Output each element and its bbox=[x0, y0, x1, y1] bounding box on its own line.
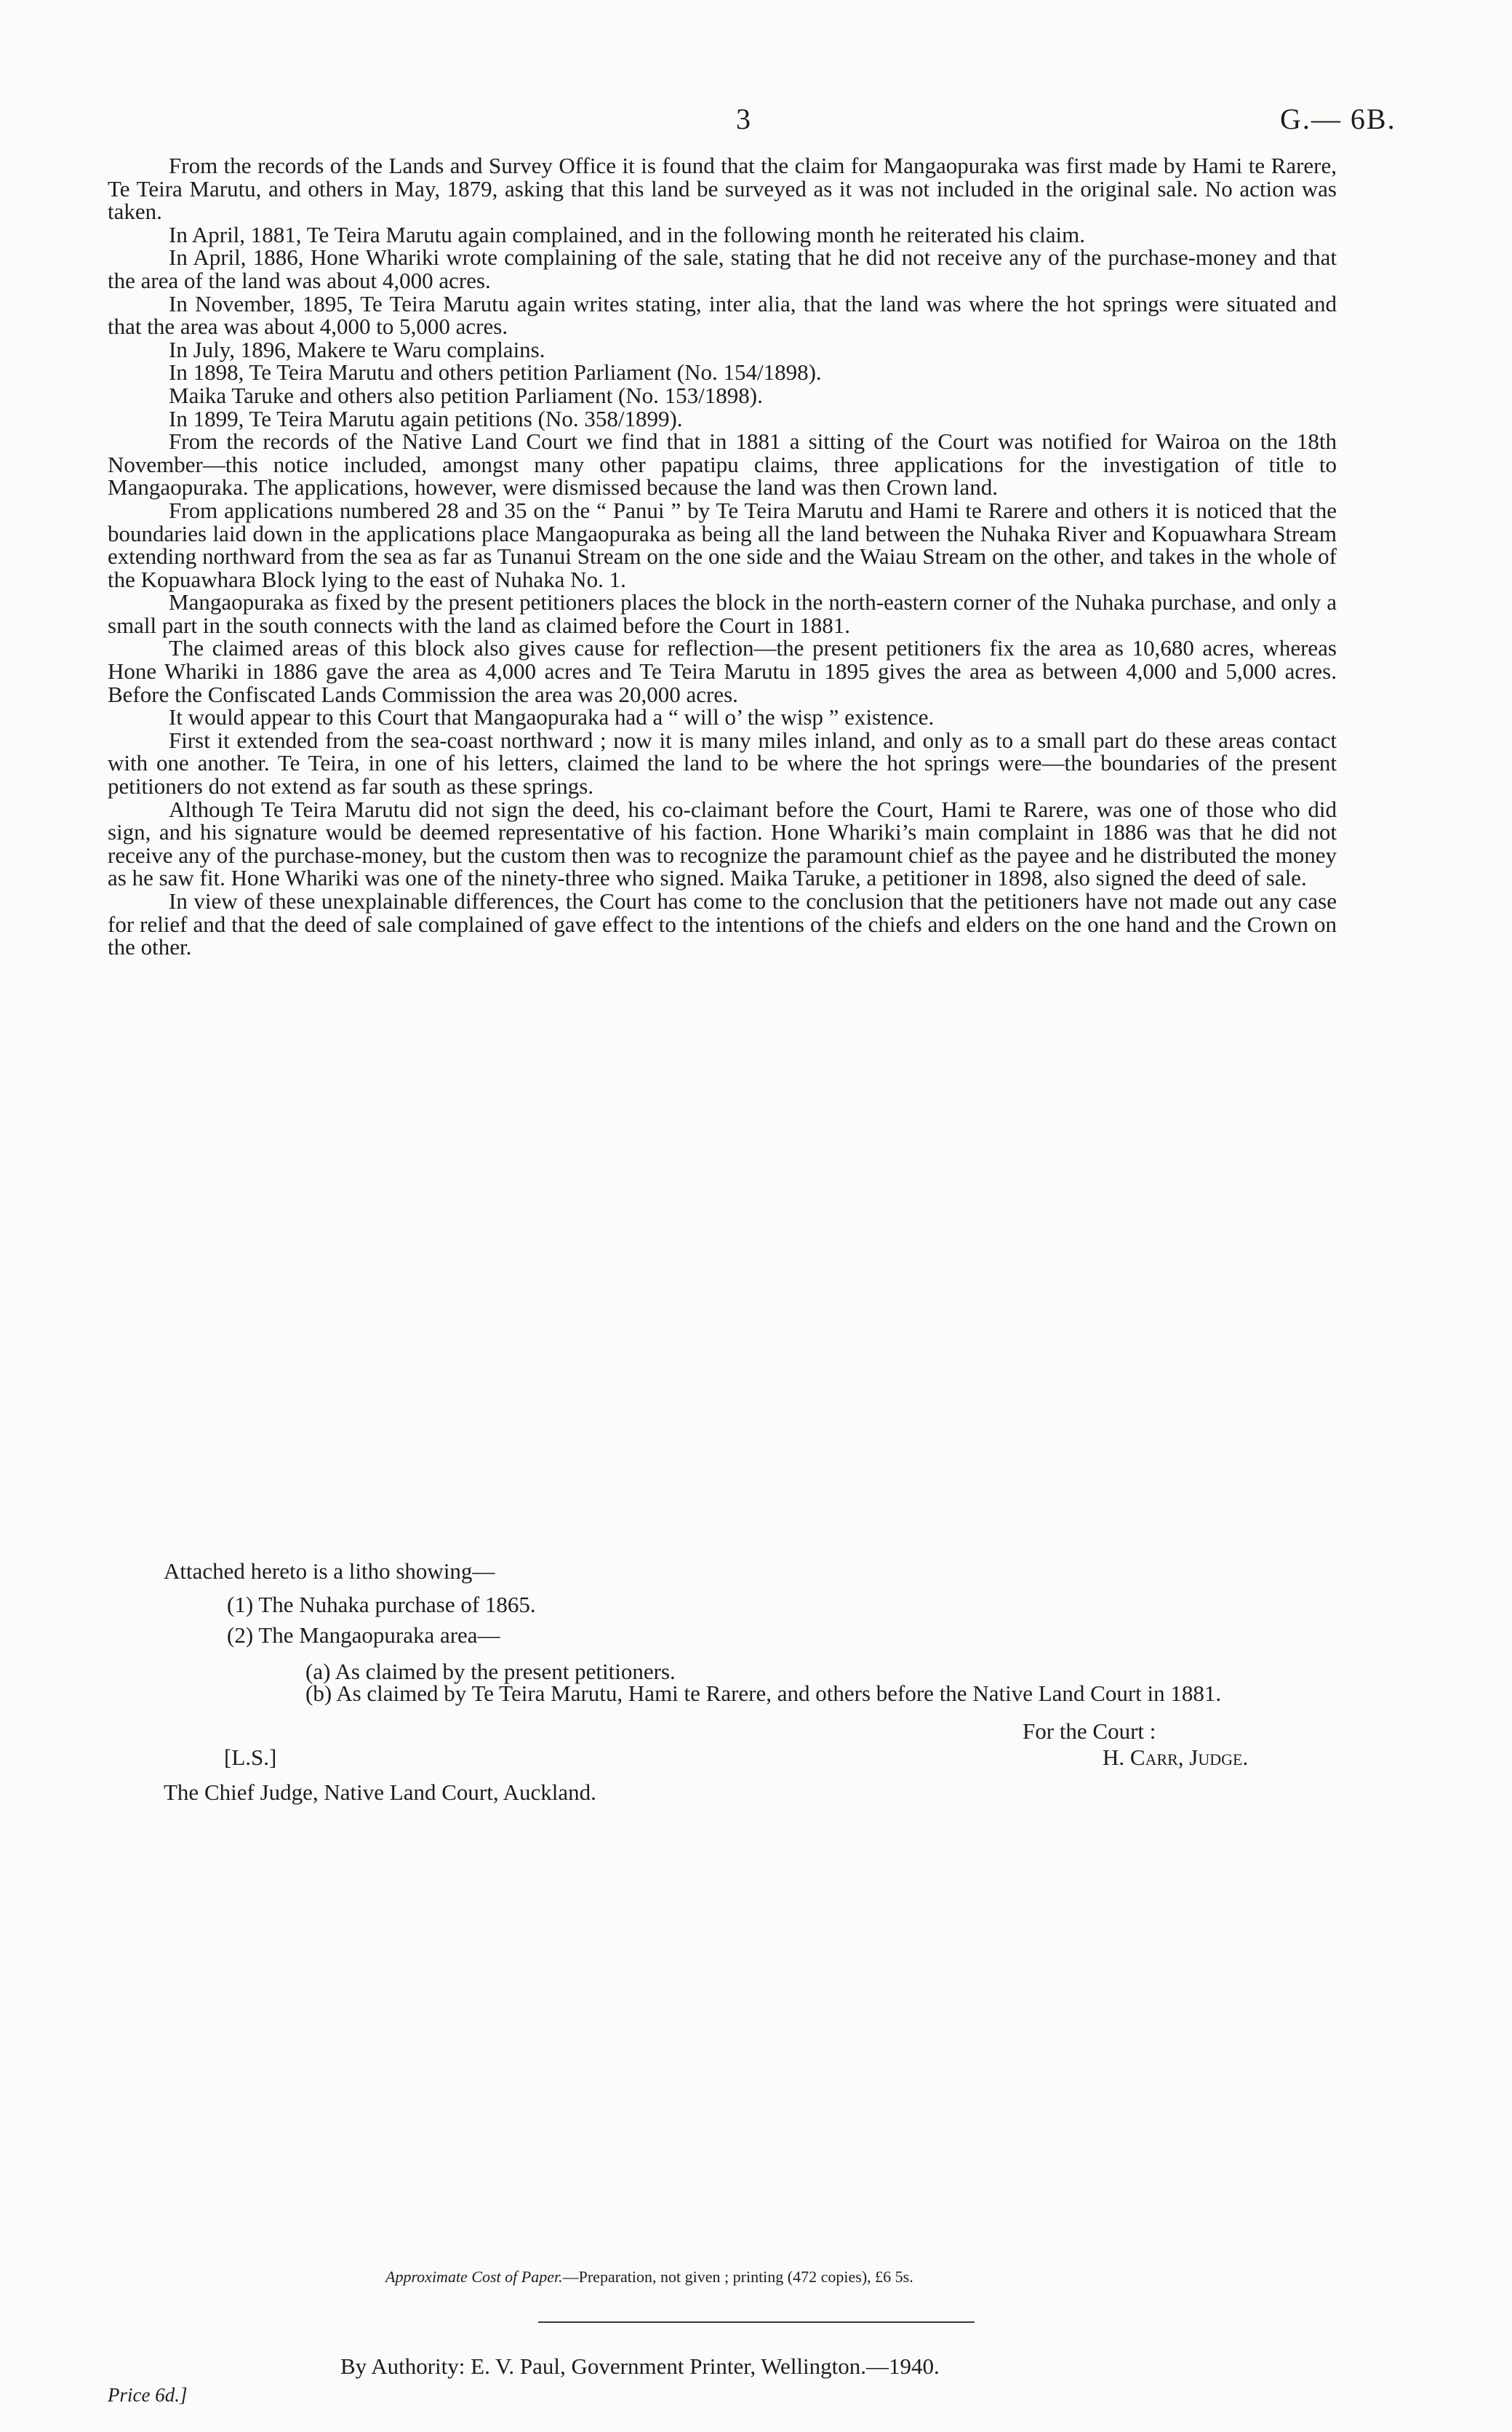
attachment-sub-b bbox=[305, 1682, 1299, 1705]
attachment-item-2: (2) The Mangaopuraka area— bbox=[227, 1622, 500, 1648]
attachment-sub-a: (a) As claimed by the present petitioners. bbox=[305, 1659, 676, 1684]
sub-b-label: (b) bbox=[305, 1681, 332, 1706]
paragraph: In July, 1896, Makere te Waru complains. bbox=[169, 336, 545, 362]
paragraph: Mangaopuraka as fixed by the present petitioners places the block in the north-eastern corner of the Nuhaka purchase, and only a small part in the south connects with the land as claimed before the Court in 1881. bbox=[108, 589, 1337, 638]
judge-signature: H. Carr, Judge. bbox=[1103, 1745, 1249, 1770]
paragraph: Maika Taruke and others also petition Parliament (No. 153/1898). bbox=[169, 382, 763, 408]
cost-of-paper bbox=[385, 2268, 913, 2287]
paragraph: In November, 1895, Te Teira Marutu again writes stating, inter alia, that the land was where the hot springs were situated and that the area was about 4,000 to 5,000 acres. bbox=[108, 290, 1337, 340]
paragraph: In April, 1881, Te Teira Marutu again complained, and in the following month he reiterated his claim. bbox=[169, 221, 1086, 247]
document-code: G.— 6B. bbox=[1280, 103, 1396, 135]
report-body bbox=[108, 154, 1337, 959]
paragraph: In 1898, Te Teira Marutu and others petition Parliament (No. 154/1898). bbox=[169, 359, 822, 386]
cost-detail: —Preparation, not given ; printing (472 copies), £6 5s. bbox=[562, 2268, 913, 2286]
page-number: 3 bbox=[736, 103, 751, 135]
paragraph: In 1899, Te Teira Marutu again petitions (No. 358/1899). bbox=[169, 405, 683, 431]
paragraph: It would appear to this Court that Mangaopuraka had a “ will o’ the wisp ” existence. bbox=[169, 704, 935, 730]
paragraph: From applications numbered 28 and 35 on the “ Panui ” by Te Teira Marutu and Hami te Rarere and others it is noticed that the boundaries laid down in the applications place Mangaopuraka as being all the land between the Nuhaka River and Kopuawhara Stream extending northward from the sea as far as Tunanui Stream on the one side and the Waiau Stream on the other, and takes in the whole of the Kopuawhara Block lying to the east of Nuhaka No. 1. bbox=[108, 497, 1337, 592]
footer-divider bbox=[538, 2321, 975, 2323]
paragraph: In April, 1886, Hone Whariki wrote complaining of the sale, stating that he did not receive any of the purchase-money and that the area of the land was about 4,000 acres. bbox=[108, 244, 1337, 293]
sub-b-text: As claimed by Te Teira Marutu, Hami te Rarere, and others before the Native Land Court in 1881. bbox=[336, 1681, 1222, 1706]
attachment-item-1: (1) The Nuhaka purchase of 1865. bbox=[227, 1592, 536, 1617]
for-the-court: For the Court : bbox=[1023, 1718, 1156, 1744]
paragraph: The claimed areas of this block also gives cause for reflection—the present petitioners fix the area as 10,680 acres, whereas Hone Whariki in 1886 gave the area as 4,000 acres and Te Teira Marutu in 1895 gives the area as between 4,000 and 5,000 acres. Before the Confiscated Lands Commission the area was 20,000 acres. bbox=[108, 635, 1337, 707]
paragraph: From the records of the Lands and Survey Office it is found that the claim for Mangaopuraka was first made by Hami te Rarere, Te Teira Marutu, and others in May, 1879, asking that this land be surveyed as it was not included in the original sale. No action was taken. bbox=[108, 153, 1337, 225]
paragraph: First it extended from the sea-coast northward ; now it is many miles inland, and only as to a small part do these areas contact with one another. Te Teira, in one of his letters, claimed the land to be where the hot springs were—the boundaries of the present petitioners do not extend as far south as these springs. bbox=[108, 727, 1337, 800]
paragraph: From the records of the Native Land Court we find that in 1881 a sitting of the Court was notified for Wairoa on the 18th November—this notice included, amongst many other papatipu claims, three applications for the investigation of title to Mangaopuraka. The applications, however, were dismissed because the land was then Crown land. bbox=[108, 428, 1337, 501]
paragraph: Although Te Teira Marutu did not sign the deed, his co-claimant before the Court, Hami te Rarere, was one of those who did sign, and his signature would be deemed representative of his faction. Hone Whariki’s main complaint in 1886 was that he did not receive any of the purchase-money, but the custom then was to recognize the paramount chief as the payee and he distributed the money as he saw fit. Hone Whariki was one of the ninety-three who signed. Maika Taruke, a petitioner in 1898, also signed the deed of sale. bbox=[108, 796, 1337, 891]
attachment-intro: Attached hereto is a litho showing— bbox=[164, 1558, 495, 1584]
paragraph: In view of these unexplainable differences, the Court has come to the conclusion that the petitioners have not made out any case for relief and that the deed of sale complained of gave effect to the intentions of the chiefs and elders on the one hand and the Crown on the other. bbox=[108, 888, 1337, 960]
cost-label: Approximate Cost of Paper. bbox=[385, 2268, 563, 2286]
printer-authority: By Authority: E. V. Paul, Government Printer, Wellington.—1940. bbox=[340, 2353, 940, 2379]
price: Price 6d.] bbox=[108, 2384, 188, 2406]
addressee: The Chief Judge, Native Land Court, Auckland. bbox=[164, 1779, 596, 1805]
seal-mark: [L.S.] bbox=[224, 1745, 277, 1770]
